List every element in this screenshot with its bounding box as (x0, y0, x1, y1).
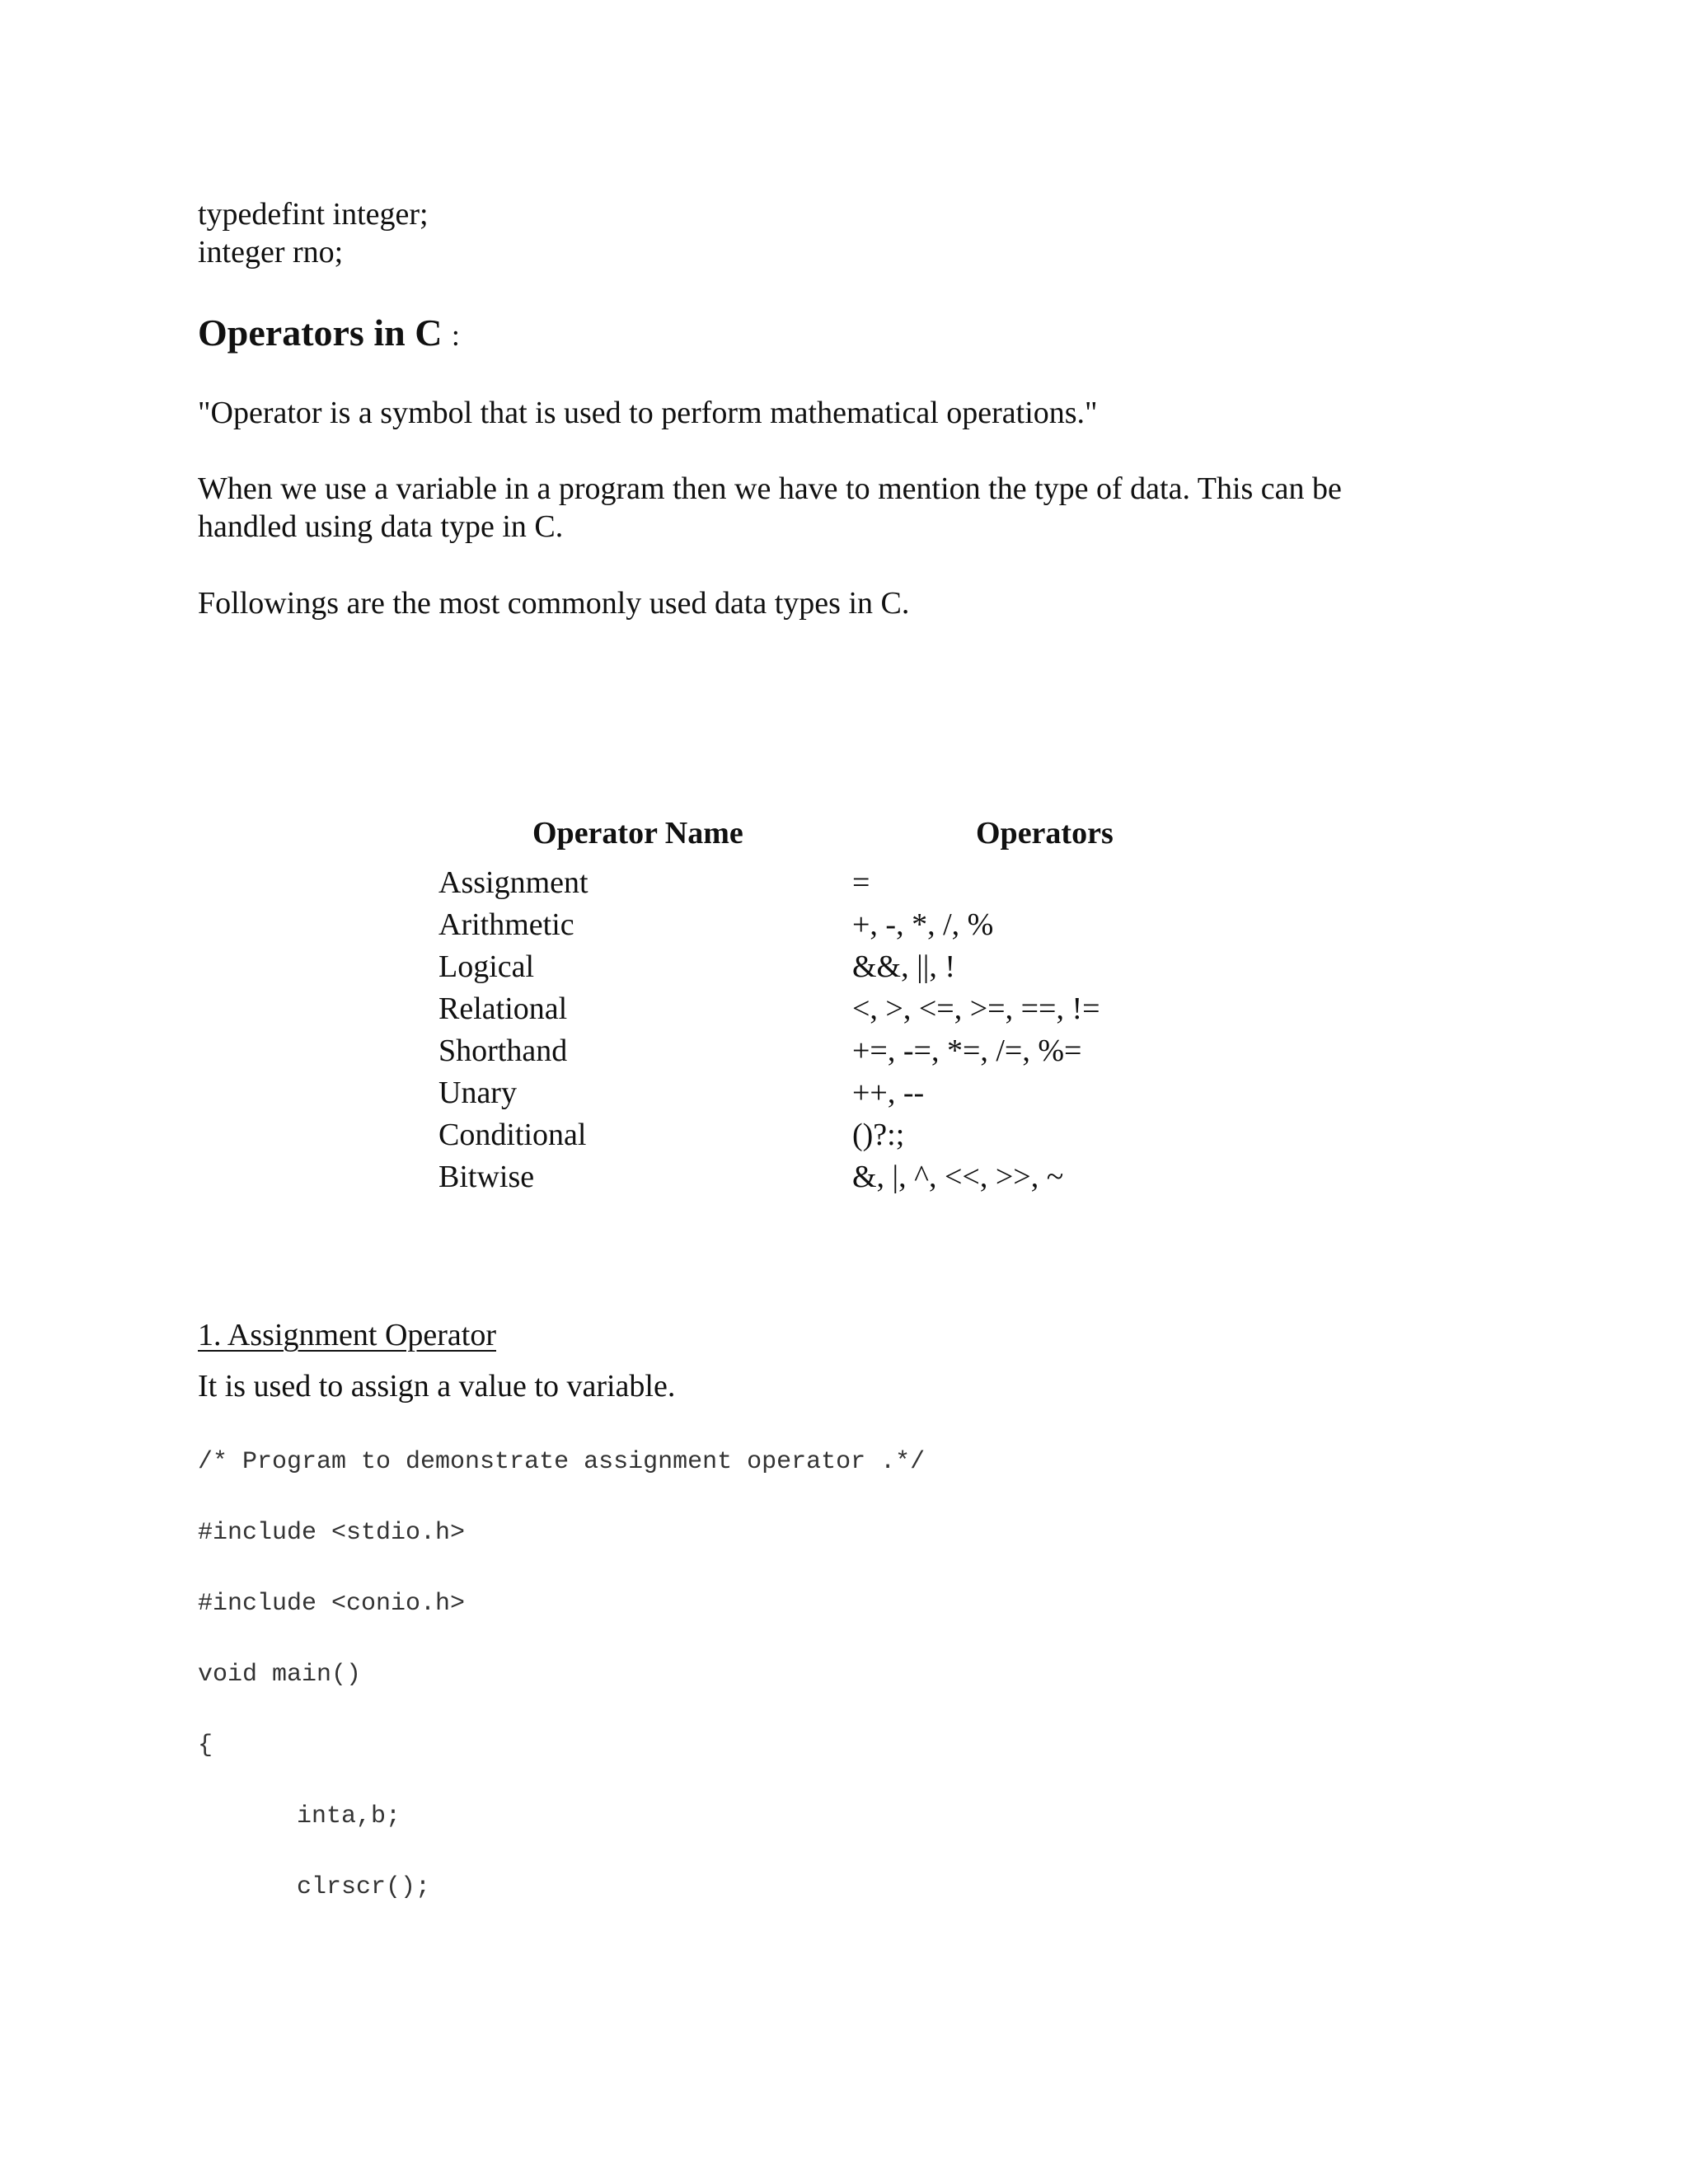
operator-name-cell: Bitwise (438, 1160, 535, 1194)
operator-table (438, 814, 1180, 1198)
table-row (438, 1114, 1180, 1156)
code-include-conio: #include <conio.h> (198, 1590, 466, 1618)
operator-name-cell: Relational (438, 991, 568, 1026)
paragraph-line: handled using data type in C. (198, 509, 564, 544)
subsection-title: 1. Assignment Operator (198, 1318, 497, 1352)
table-row (438, 904, 1180, 946)
operator-name-cell: Assignment (438, 865, 588, 900)
table-row (438, 1030, 1180, 1072)
operator-table-body (438, 862, 1180, 1198)
table-row (438, 862, 1180, 904)
paragraph-data-types: Followings are the most commonly used data types in C. (198, 586, 910, 621)
operator-symbols-cell: +, -, *, /, % (852, 907, 994, 942)
operator-symbols-cell: &&, ||, ! (852, 949, 955, 984)
paragraph-line: When we use a variable in a program then we have to mention the type of data. This can be (198, 471, 1342, 506)
operator-definition: "Operator is a symbol that is used to perform mathematical operations." (198, 396, 1098, 430)
typedef-line: typedefint integer; (198, 197, 429, 232)
table-row (438, 946, 1180, 988)
operator-symbols-cell: &, |, ^, <<, >>, ~ (852, 1160, 1064, 1194)
operator-symbols-cell: = (852, 865, 870, 900)
code-main-signature: void main() (198, 1661, 362, 1689)
operator-symbols-cell: ()?:; (852, 1118, 905, 1152)
section-heading-colon: : (451, 319, 460, 352)
operator-name-cell: Arithmetic (438, 907, 574, 942)
code-clrscr: clrscr(); (297, 1873, 431, 1901)
operator-name-cell: Shorthand (438, 1033, 568, 1068)
section-heading-text: Operators in C (198, 312, 443, 354)
operator-symbols-cell: +=, -=, *=, /=, %= (852, 1033, 1082, 1068)
header-operators: Operators (976, 816, 1114, 851)
operator-symbols-cell: ++, -- (852, 1076, 925, 1110)
operator-table-header (438, 814, 1180, 852)
operator-name-cell: Logical (438, 949, 535, 984)
operator-name-cell: Unary (438, 1076, 517, 1110)
header-operator-name: Operator Name (532, 816, 743, 851)
section-heading (198, 310, 460, 359)
code-open-brace: { (198, 1732, 213, 1760)
table-row (438, 988, 1180, 1030)
operator-name-cell: Conditional (438, 1118, 587, 1152)
operator-symbols-cell: <, >, <=, >=, ==, != (852, 991, 1100, 1026)
code-comment: /* Program to demonstrate assignment operator .*/ (198, 1448, 926, 1476)
code-declaration: inta,b; (297, 1802, 401, 1830)
table-row (438, 1072, 1180, 1114)
code-include-stdio: #include <stdio.h> (198, 1519, 466, 1547)
subsection-description: It is used to assign a value to variable. (198, 1369, 676, 1404)
table-row (438, 1156, 1180, 1198)
typedef-line: integer rno; (198, 235, 344, 269)
